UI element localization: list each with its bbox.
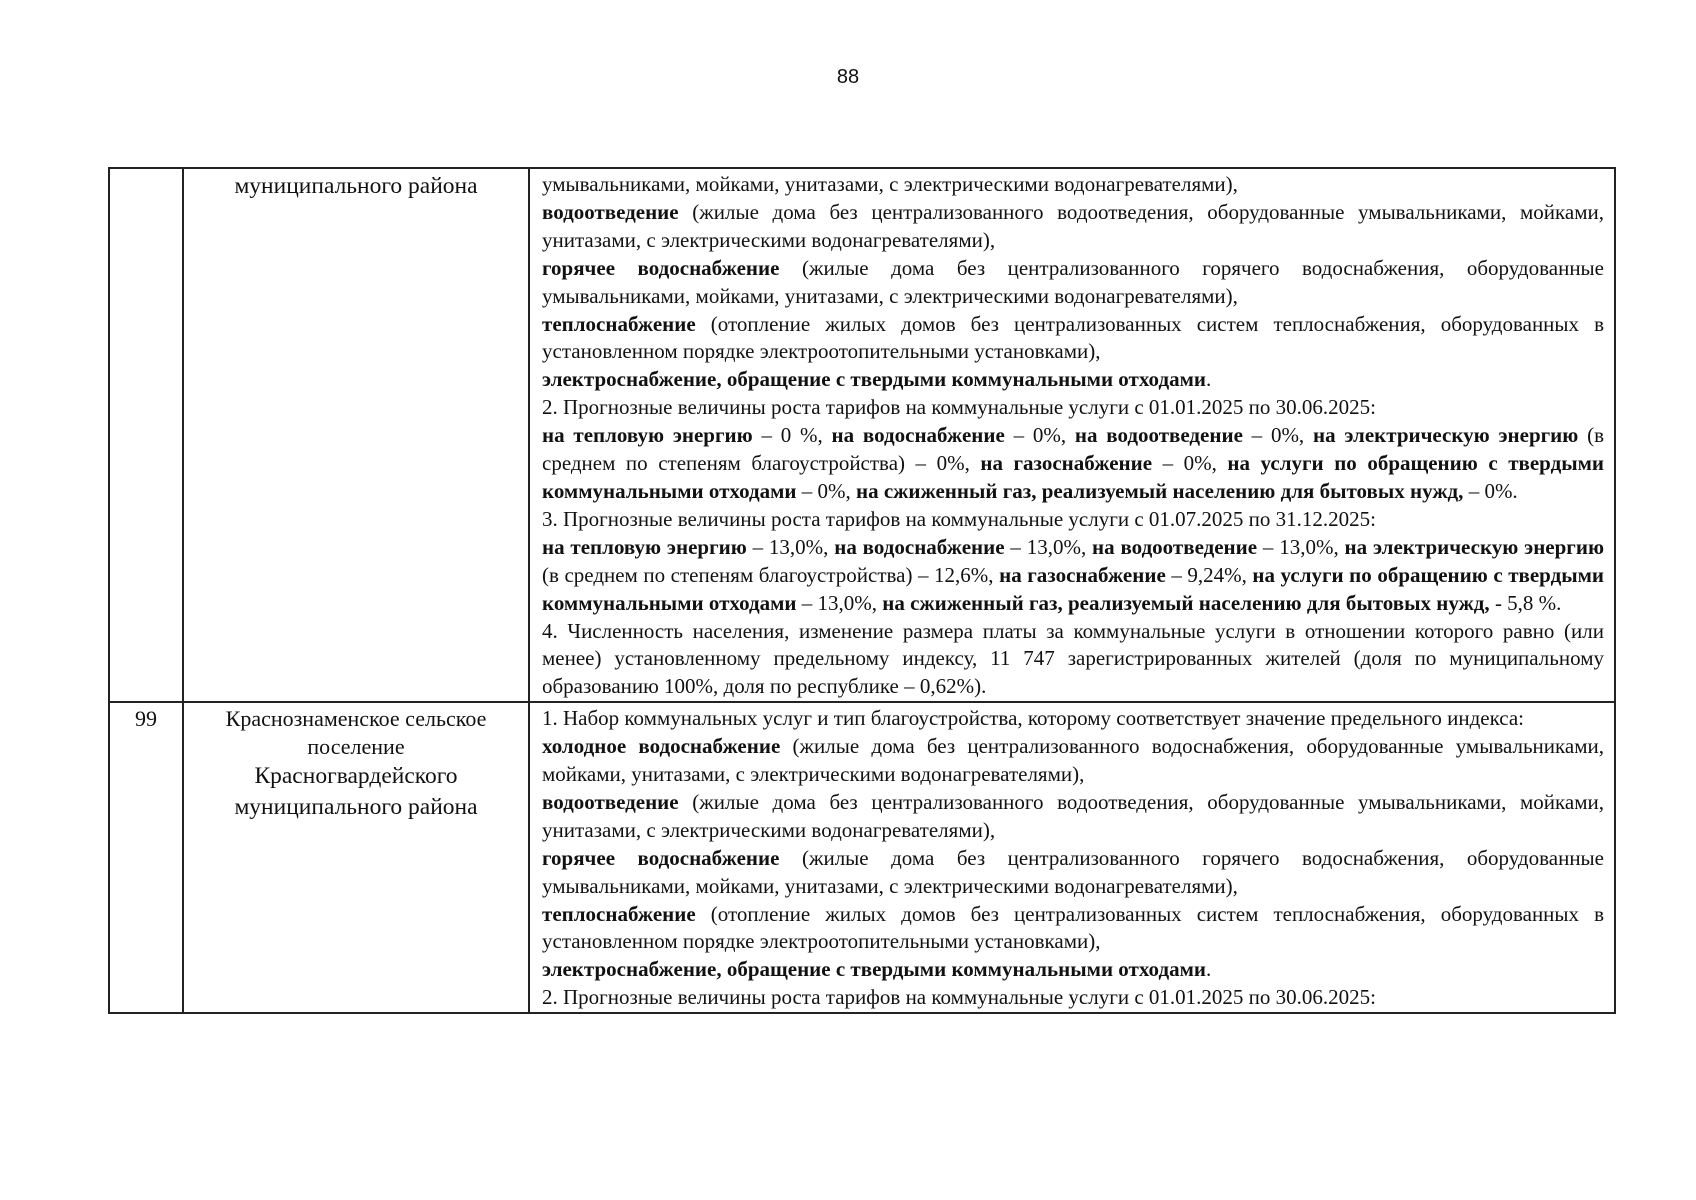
text-run: – 13,0%,	[1257, 534, 1345, 559]
text-run: 2. Прогнозные величины роста тарифов на коммунальные услуги с 01.01.2025 по 30.06.2025:	[542, 395, 1376, 420]
content-paragraph	[542, 618, 1604, 702]
content-paragraph	[542, 422, 1604, 506]
text-run: умывальниками, мойками, унитазами, с электрическими водонагревателями),	[542, 172, 1238, 196]
content-paragraph	[542, 956, 1604, 984]
content-paragraph	[542, 394, 1604, 422]
municipality-name-line: муниципального района	[234, 794, 478, 821]
bold-text-run: на сжиженный газ, реализуемый населению для бытовых нужд,	[882, 590, 1490, 615]
text-run: (жилые дома без централизованного горячего водоснабжения, оборудованные умывальниками, мойками, унитазами, с электрическими водонагревателями),	[542, 845, 1604, 898]
text-run: (в среднем по степеням благоустройства) – 12,6%,	[542, 562, 1000, 587]
bold-text-run: на водоснабжение	[831, 423, 1005, 448]
text-run: (отопление жилых домов без централизованных систем теплоснабжения, оборудованных в установленном порядке электроотопительными установками),	[542, 901, 1604, 954]
text-run: .	[1205, 957, 1212, 982]
bold-text-run: на услуги по обращению с твердыми коммунальными отходами	[542, 562, 1605, 615]
text-run: (жилые дома без централизованного водоотведения, оборудованные умывальниками, мойками, унитазами, с электрическими водонагревателями),	[542, 199, 1604, 252]
table-row	[109, 168, 1615, 702]
content-paragraph	[542, 789, 1604, 845]
text-run: – 0%,	[796, 478, 857, 503]
text-run: - 5,8 %.	[1489, 590, 1562, 615]
bold-text-run: горячее водоснабжение	[542, 845, 780, 870]
content-paragraph	[542, 506, 1604, 534]
text-run: – 0%,	[1004, 423, 1075, 448]
text-run: – 0%,	[1152, 451, 1228, 476]
bold-text-run: на тепловую энергию	[542, 534, 747, 559]
bold-text-run: теплоснабжение	[542, 311, 696, 336]
text-run: – 13,0%,	[1004, 534, 1093, 559]
bold-text-run: электроснабжение, обращение с твердыми коммунальными отходами	[542, 367, 1206, 392]
content-paragraph	[542, 534, 1604, 618]
bold-text-run: теплоснабжение	[542, 901, 696, 926]
text-run: 3. Прогнозные величины роста тарифов на коммунальные услуги с 01.07.2025 по 31.12.2025:	[542, 506, 1376, 531]
content-paragraph	[542, 199, 1604, 255]
content-paragraph	[542, 733, 1604, 789]
text-run: (жилые дома без централизованного водоотведения, оборудованные умывальниками, мойками, унитазами, с электрическими водонагревателями),	[542, 789, 1604, 842]
content-paragraph	[542, 311, 1604, 367]
text-run: – 9,24%,	[1165, 562, 1253, 587]
content-paragraph	[542, 255, 1604, 311]
bold-text-run: водоотведение	[542, 789, 679, 814]
text-run: (жилые дома без централизованного горячего водоснабжения, оборудованные умывальниками, мойками, унитазами, с электрическими водонагревателями),	[542, 255, 1604, 308]
bold-text-run: на электрическую энергию	[1344, 534, 1604, 559]
bold-text-run: холодное водоснабжение	[542, 734, 781, 759]
text-run: (отопление жилых домов без централизованных систем теплоснабжения, оборудованных в установленном порядке электроотопительными установками),	[542, 311, 1604, 364]
municipality-name-line: Красногвардейского	[254, 763, 458, 790]
page-number: 88	[836, 66, 860, 88]
text-run: – 0%,	[1242, 423, 1313, 448]
content-paragraph	[542, 984, 1604, 1012]
text-run: – 13,0%,	[746, 534, 835, 559]
bold-text-run: горячее водоснабжение	[542, 255, 780, 280]
content-paragraph	[542, 901, 1604, 957]
text-run: 1. Набор коммунальных услуг и тип благоустройства, которому соответствует значение предельного индекса:	[542, 706, 1524, 731]
bold-text-run: водоотведение	[542, 199, 679, 224]
municipality-name-cell	[183, 702, 529, 1013]
bold-text-run: на сжиженный газ, реализуемый населению для бытовых нужд,	[856, 478, 1464, 503]
text-run: – 13,0%,	[796, 590, 883, 615]
tariff-table	[108, 167, 1616, 1014]
text-run: 4. Численность населения, изменение размера платы за коммунальные услуги в отношении которого равно (или менее) установленному предельному индексу, 11 747 зарегистрированных жителей (доля по муниципальному образованию 100%, доля по республике – 0,62%).	[542, 618, 1604, 699]
row-number: 99	[135, 706, 157, 732]
content-paragraph	[542, 705, 1604, 733]
table-row	[109, 702, 1615, 1013]
bold-text-run: на электрическую энергию	[1312, 423, 1579, 448]
municipality-name-line: поселение	[307, 734, 405, 760]
bold-text-run: на водоснабжение	[834, 534, 1005, 559]
bold-text-run: на водоотведение	[1074, 423, 1243, 448]
bold-text-run: на водоотведение	[1092, 534, 1258, 559]
row-number-cell	[109, 702, 183, 1013]
text-run: (в среднем по степеням благоустройства) – 0%,	[542, 423, 1605, 476]
municipality-name-cell	[183, 168, 529, 702]
tariff-content-cell	[529, 702, 1615, 1013]
bold-text-run: на газоснабжение	[999, 562, 1166, 587]
municipality-name-line: муниципального района	[234, 173, 478, 199]
text-run: (жилые дома без централизованного водоснабжения, оборудованные умывальниками, мойками, унитазами, с электрическими водонагревателями),	[542, 734, 1604, 787]
text-run: – 0 %,	[752, 423, 832, 448]
bold-text-run: на газоснабжение	[980, 451, 1153, 476]
bold-text-run: электроснабжение, обращение с твердыми коммунальными отходами	[542, 957, 1206, 982]
bold-text-run: на тепловую энергию	[542, 423, 753, 448]
tariff-content-cell	[529, 168, 1615, 702]
content-paragraph	[542, 845, 1604, 901]
municipality-name-line: Краснознаменское сельское	[225, 706, 487, 732]
text-run: – 0%.	[1463, 478, 1518, 503]
content-paragraph	[542, 366, 1604, 394]
content-paragraph	[542, 171, 1604, 199]
text-run: 2. Прогнозные величины роста тарифов на коммунальные услуги с 01.01.2025 по 30.06.2025:	[542, 985, 1376, 1010]
row-number-cell	[109, 168, 183, 702]
text-run: .	[1205, 367, 1212, 392]
bold-text-run: на услуги по обращению с твердыми коммунальными отходами	[542, 451, 1605, 503]
